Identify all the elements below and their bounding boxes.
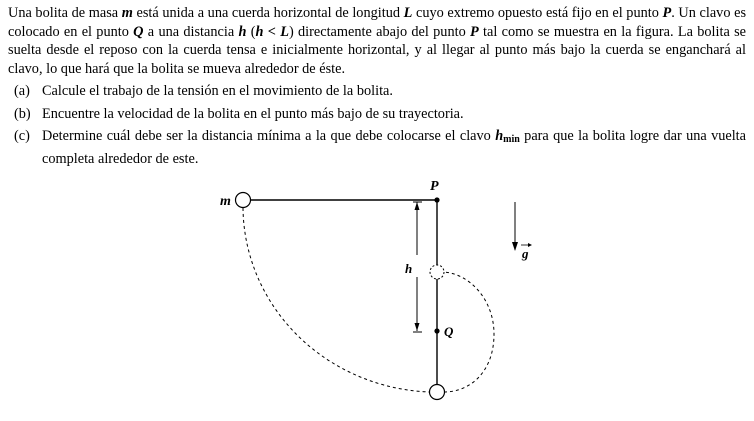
- h-arrow-down: [415, 323, 420, 331]
- question-label: (b): [14, 105, 31, 122]
- var-P2: P: [470, 23, 479, 40]
- ball-bottom: [430, 385, 445, 400]
- var-L: L: [403, 5, 413, 21]
- question-text: Calcule el trabajo de la tensión en el movimiento de la bolita.: [42, 83, 393, 99]
- label-g: g: [522, 246, 529, 261]
- ball-top-dashed: [430, 265, 444, 279]
- gravity-arrow-icon: [512, 242, 518, 251]
- condition: h < L: [255, 23, 289, 40]
- problem-statement: Una bolita de masa m está unida a una cuerda horizontal de longitud L cuyo extremo opuesto está fijo en el punto P. Un clavo es colocado en el punto Q a una distancia h (h < L) directamente abajo del punto P tal como se muestra en la figura. La bolita se suelta desde el reposo con la cuerda tensa e inicialmente horizontal, y al llegar al punto más bajo la cuerda se enganchará al clavo, lo que hará que la bolita se mueva alrededor de éste.: [8, 5, 747, 77]
- question-label: (c): [14, 128, 30, 144]
- question-label: (a): [14, 83, 30, 99]
- label-q: Q: [444, 324, 454, 339]
- label-h: h: [405, 261, 413, 276]
- swing-trajectory: [243, 208, 430, 392]
- ball-initial: [236, 193, 251, 208]
- var-m: m: [121, 5, 133, 21]
- label-p: P: [430, 179, 439, 194]
- point-p: [434, 197, 439, 202]
- var-h: h: [238, 23, 247, 40]
- var-P: P: [662, 5, 672, 21]
- var-Q: Q: [133, 23, 144, 40]
- h-arrow-up: [415, 202, 420, 210]
- point-q: [434, 328, 439, 333]
- question-text: Determine cuál debe ser la distancia mínima a la que debe colocarse el clavo $h_{min}$ para que la bolita logre dar una vuelta completa alrededor de este.: [42, 128, 746, 167]
- question-text: Encuentre la velocidad de la bolita en el punto más bajo de su trayectoria.: [42, 105, 464, 122]
- g-vector-arrow-icon: [528, 243, 532, 247]
- label-m: m: [220, 194, 231, 209]
